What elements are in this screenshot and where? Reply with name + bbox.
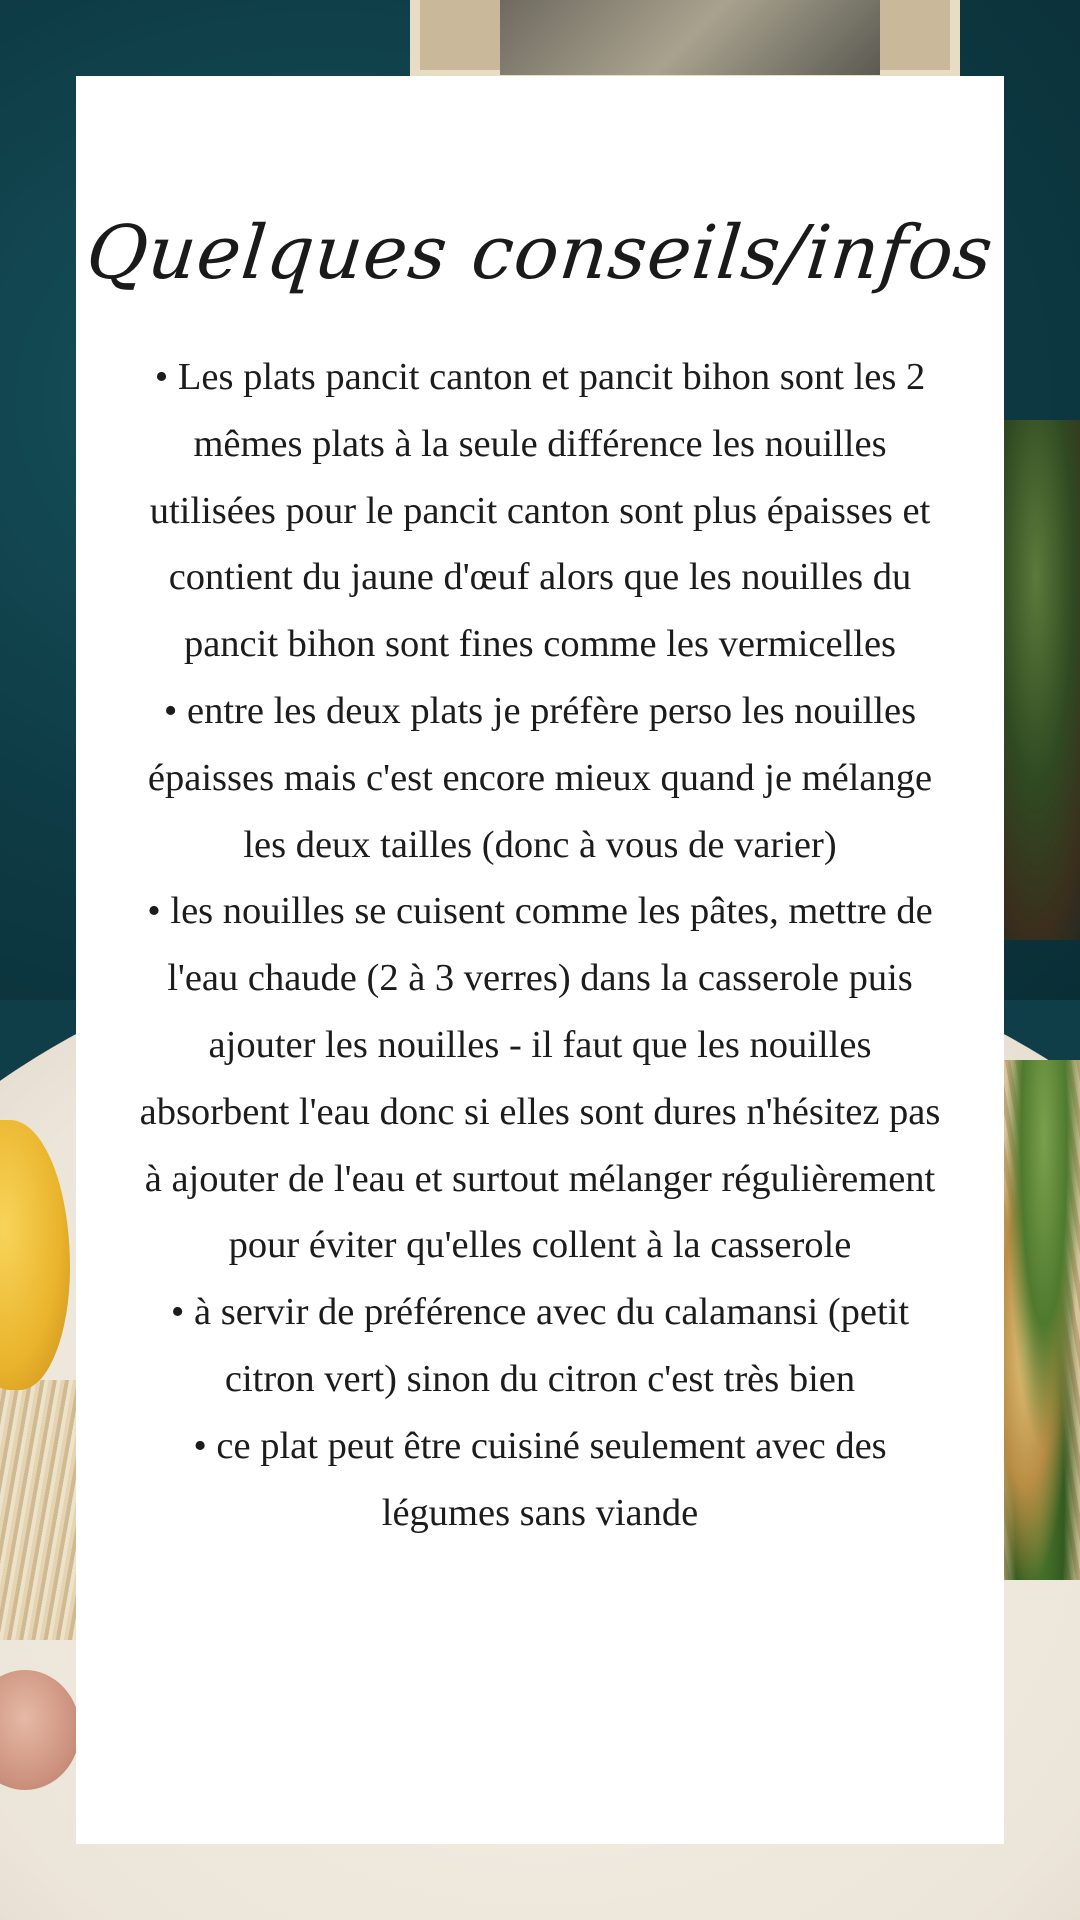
tip-item: • les nouilles se cuisent comme les pâtes, mettre de l'eau chaude (2 à 3 verres) dans la casserole puis ajouter les nouilles - il faut que les nouilles absorbent l'eau donc si elles sont dures n'hésitez pas à ajouter de l'eau et surtout mélanger régulièrement pour éviter qu'elles collent à la casserole <box>139 890 941 1267</box>
tip-item: • Les plats pancit canton et pancit bihon sont les 2 mêmes plats à la seule différence les nouilles utilisées pour le pancit canton sont plus épaisses et contient du jaune d'œuf alors que les nouilles du pancit bihon sont fines comme les vermicelles <box>149 356 931 666</box>
framed-picture <box>500 0 880 75</box>
picture-frame <box>410 0 960 80</box>
tips-list <box>138 344 942 1546</box>
tips-card <box>76 76 1004 1844</box>
tip-item: • à servir de préférence avec du calamansi (petit citron vert) sinon du citron c'est très bien <box>170 1291 910 1400</box>
tip-item: • entre les deux plats je préfère perso les nouilles épaisses mais c'est encore mieux quand je mélange les deux tailles (donc à vous de varier) <box>147 689 933 866</box>
card-title: Quelques conseils/infos <box>82 210 998 296</box>
tip-item: • ce plat peut être cuisiné seulement avec des légumes sans viande <box>193 1424 887 1534</box>
